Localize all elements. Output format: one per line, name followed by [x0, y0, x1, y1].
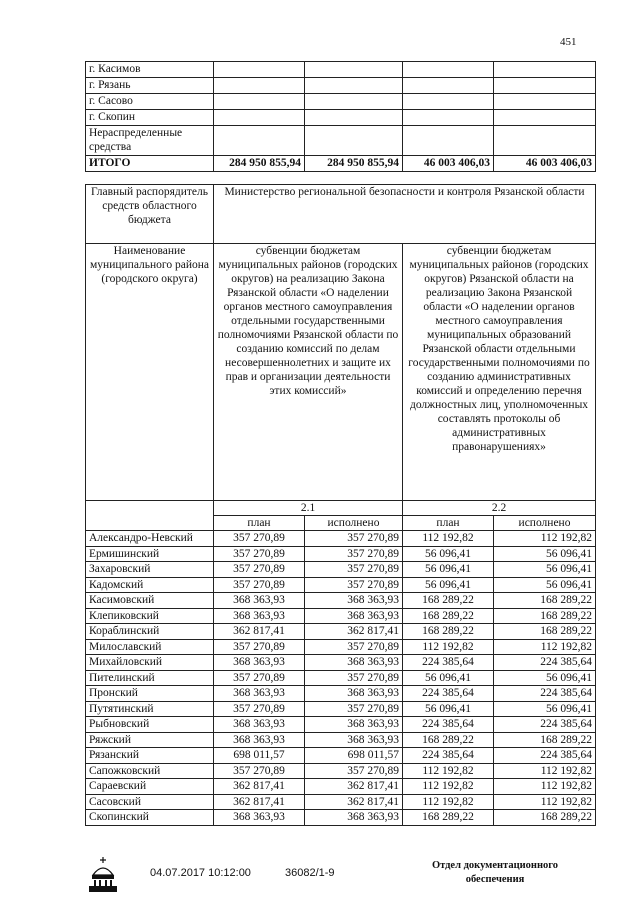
executed-2-1-value: 357 270,89: [305, 701, 403, 717]
plan-2-2-value: 168 289,22: [403, 732, 494, 748]
summary-empty-cell: [403, 78, 494, 94]
table-row: [86, 608, 596, 624]
summary-row-name: г. Скопин: [86, 110, 214, 126]
plan-2-2-value: 224 385,64: [403, 686, 494, 702]
table-row: [86, 732, 596, 748]
page-footer: [85, 855, 605, 895]
district-name: Сасовский: [86, 794, 214, 810]
table-row: [86, 779, 596, 795]
plan-2-1-value: 368 363,93: [214, 593, 305, 609]
total-label: ИТОГО: [86, 156, 214, 172]
executed-2-2-value: 112 192,82: [494, 779, 596, 795]
executed-2-2-value: 224 385,64: [494, 717, 596, 733]
duma-logo-icon: [85, 855, 121, 893]
executed-2-2-value: 56 096,41: [494, 670, 596, 686]
plan-2-1-value: 357 270,89: [214, 577, 305, 593]
plan-2-2-value: 56 096,41: [403, 577, 494, 593]
plan-2-2-value: 224 385,64: [403, 748, 494, 764]
plan-2-1-value: 357 270,89: [214, 639, 305, 655]
plan-2-2-value: 56 096,41: [403, 670, 494, 686]
plan-2-1-value: 368 363,93: [214, 732, 305, 748]
table-row: [86, 810, 596, 826]
executed-2-1-value: 368 363,93: [305, 593, 403, 609]
table-row: [86, 794, 596, 810]
summary-empty-cell: [305, 110, 403, 126]
executed-2-2-value: 56 096,41: [494, 577, 596, 593]
plan-2-1-value: 357 270,89: [214, 701, 305, 717]
district-name: Ряжский: [86, 732, 214, 748]
executed-2-2-value: 168 289,22: [494, 732, 596, 748]
district-name: Ермишинский: [86, 546, 214, 562]
executed-2-1-value: 357 270,89: [305, 546, 403, 562]
district-name: Кораблинский: [86, 624, 214, 640]
subsidy-1-description: субвенции бюджетам муниципальных районов (городских округов) на реализацию Закона Рязанской области «О наделении органов местного самоуправления отдельными государственными полномочиями Рязанской области по созданию комиссий по делам несовершеннолетних и защите их прав и организации деятельности этих комиссий»: [214, 244, 403, 501]
plan-2-1-value: 362 817,41: [214, 779, 305, 795]
summary-empty-cell: [494, 126, 596, 156]
summary-empty-cell: [305, 62, 403, 78]
summary-row-name: г. Касимов: [86, 62, 214, 78]
district-name: Пронский: [86, 686, 214, 702]
summary-empty-cell: [214, 126, 305, 156]
executed-2-1-value: 368 363,93: [305, 686, 403, 702]
district-name: Милославский: [86, 639, 214, 655]
plan-2-1-value: 362 817,41: [214, 624, 305, 640]
footer-date: 04.07.2017 10:12:00: [150, 867, 251, 879]
executed-2-1-value: 357 270,89: [305, 763, 403, 779]
executed-2-1-value: 362 817,41: [305, 794, 403, 810]
table-row: [86, 593, 596, 609]
plan-2-2-value: 112 192,82: [403, 794, 494, 810]
executed-header: исполнено: [305, 516, 403, 531]
plan-2-1-value: 368 363,93: [214, 686, 305, 702]
executed-2-1-value: 368 363,93: [305, 717, 403, 733]
executed-2-2-value: 224 385,64: [494, 655, 596, 671]
district-name: Касимовский: [86, 593, 214, 609]
plan-2-2-value: 56 096,41: [403, 562, 494, 578]
executed-2-2-value: 168 289,22: [494, 608, 596, 624]
executed-2-2-value: 168 289,22: [494, 593, 596, 609]
district-name: Путятинский: [86, 701, 214, 717]
executed-2-2-value: 224 385,64: [494, 686, 596, 702]
executed-2-2-value: 168 289,22: [494, 624, 596, 640]
plan-2-2-value: 168 289,22: [403, 810, 494, 826]
ministry-name: Министерство региональной безопасности и контроля Рязанской области: [214, 185, 596, 244]
plan-header: план: [403, 516, 494, 531]
subsidy-2-code: 2.2: [403, 501, 596, 516]
executed-2-2-value: 56 096,41: [494, 546, 596, 562]
table-row: [86, 763, 596, 779]
district-name: Клепиковский: [86, 608, 214, 624]
plan-2-1-value: 362 817,41: [214, 794, 305, 810]
district-name: Скопинский: [86, 810, 214, 826]
summary-empty-cell: [403, 62, 494, 78]
plan-2-2-value: 56 096,41: [403, 546, 494, 562]
executed-2-1-value: 698 011,57: [305, 748, 403, 764]
summary-empty-cell: [403, 94, 494, 110]
executed-2-1-value: 357 270,89: [305, 639, 403, 655]
executed-2-2-value: 224 385,64: [494, 748, 596, 764]
total-value: 46 003 406,03: [494, 156, 596, 172]
summary-empty-cell: [305, 94, 403, 110]
distributor-label: Главный распорядитель средств областного бюджета: [86, 185, 214, 244]
subsidy-table: [85, 184, 596, 826]
district-name: Рыбновский: [86, 717, 214, 733]
page-number: 451: [560, 36, 577, 48]
summary-empty-cell: [494, 110, 596, 126]
district-name: Сапожковский: [86, 763, 214, 779]
summary-table: [85, 61, 596, 172]
executed-2-2-value: 112 192,82: [494, 531, 596, 547]
summary-empty-cell: [494, 78, 596, 94]
table-row: [86, 624, 596, 640]
footer-department: Отдел документационного обеспечения: [431, 860, 559, 885]
table-row: [86, 686, 596, 702]
plan-2-1-value: 357 270,89: [214, 531, 305, 547]
executed-2-1-value: 368 363,93: [305, 608, 403, 624]
executed-2-2-value: 112 192,82: [494, 639, 596, 655]
executed-2-1-value: 357 270,89: [305, 562, 403, 578]
executed-2-1-value: 357 270,89: [305, 670, 403, 686]
executed-2-1-value: 357 270,89: [305, 531, 403, 547]
subsidy-2-description: субвенции бюджетам муниципальных районов (городских округов) Рязанской области на реализацию Закона Рязанской области «О наделении органов местного самоуправления муниципальных образований Рязанской области отдельными государственными полномочиями по созданию административных комиссий и определению перечня должностных лиц, уполномоченных составлять протоколы об административных правонарушениях»: [403, 244, 596, 501]
plan-2-2-value: 224 385,64: [403, 717, 494, 733]
district-name: Сараевский: [86, 779, 214, 795]
executed-2-2-value: 112 192,82: [494, 794, 596, 810]
table-row: [86, 546, 596, 562]
plan-2-2-value: 168 289,22: [403, 593, 494, 609]
plan-2-2-value: 112 192,82: [403, 779, 494, 795]
plan-2-1-value: 368 363,93: [214, 655, 305, 671]
executed-header: исполнено: [494, 516, 596, 531]
total-value: 284 950 855,94: [214, 156, 305, 172]
summary-empty-cell: [214, 110, 305, 126]
table-row: [86, 562, 596, 578]
municipality-label: Наименование муниципального района (городского округа): [86, 244, 214, 501]
executed-2-2-value: 168 289,22: [494, 810, 596, 826]
table-row: [86, 655, 596, 671]
executed-2-2-value: 56 096,41: [494, 701, 596, 717]
plan-2-2-value: 112 192,82: [403, 531, 494, 547]
executed-2-2-value: 56 096,41: [494, 562, 596, 578]
plan-header: план: [214, 516, 305, 531]
summary-empty-cell: [214, 62, 305, 78]
executed-2-1-value: 357 270,89: [305, 577, 403, 593]
plan-2-2-value: 168 289,22: [403, 624, 494, 640]
summary-empty-cell: [403, 110, 494, 126]
plan-2-1-value: 698 011,57: [214, 748, 305, 764]
summary-empty-cell: [403, 126, 494, 156]
summary-empty-cell: [214, 78, 305, 94]
plan-2-1-value: 357 270,89: [214, 670, 305, 686]
table-row: [86, 531, 596, 547]
total-value: 284 950 855,94: [305, 156, 403, 172]
executed-2-1-value: 362 817,41: [305, 779, 403, 795]
executed-2-1-value: 362 817,41: [305, 624, 403, 640]
plan-2-1-value: 368 363,93: [214, 810, 305, 826]
plan-2-2-value: 56 096,41: [403, 701, 494, 717]
table-row: [86, 748, 596, 764]
summary-row-name: г. Сасово: [86, 94, 214, 110]
table-row: [86, 639, 596, 655]
blank-cell: [86, 501, 214, 531]
table-row: [86, 670, 596, 686]
plan-2-1-value: 357 270,89: [214, 763, 305, 779]
summary-empty-cell: [494, 62, 596, 78]
district-name: Захаровский: [86, 562, 214, 578]
total-value: 46 003 406,03: [403, 156, 494, 172]
summary-empty-cell: [494, 94, 596, 110]
executed-2-1-value: 368 363,93: [305, 810, 403, 826]
district-name: Рязанский: [86, 748, 214, 764]
summary-empty-cell: [305, 78, 403, 94]
plan-2-1-value: 368 363,93: [214, 717, 305, 733]
table-row: [86, 717, 596, 733]
district-name: Пителинский: [86, 670, 214, 686]
plan-2-1-value: 368 363,93: [214, 608, 305, 624]
district-name: Александро-Невский: [86, 531, 214, 547]
summary-empty-cell: [214, 94, 305, 110]
subsidy-1-code: 2.1: [214, 501, 403, 516]
executed-2-1-value: 368 363,93: [305, 655, 403, 671]
table-row: [86, 701, 596, 717]
executed-2-2-value: 112 192,82: [494, 763, 596, 779]
plan-2-2-value: 112 192,82: [403, 639, 494, 655]
plan-2-1-value: 357 270,89: [214, 562, 305, 578]
district-name: Кадомский: [86, 577, 214, 593]
executed-2-1-value: 368 363,93: [305, 732, 403, 748]
summary-row-name: Нераспределенные средства: [86, 126, 214, 156]
summary-empty-cell: [305, 126, 403, 156]
table-row: [86, 577, 596, 593]
plan-2-2-value: 112 192,82: [403, 763, 494, 779]
footer-document-code: 36082/1-9: [285, 867, 335, 879]
plan-2-1-value: 357 270,89: [214, 546, 305, 562]
summary-row-name: г. Рязань: [86, 78, 214, 94]
plan-2-2-value: 168 289,22: [403, 608, 494, 624]
district-name: Михайловский: [86, 655, 214, 671]
plan-2-2-value: 224 385,64: [403, 655, 494, 671]
